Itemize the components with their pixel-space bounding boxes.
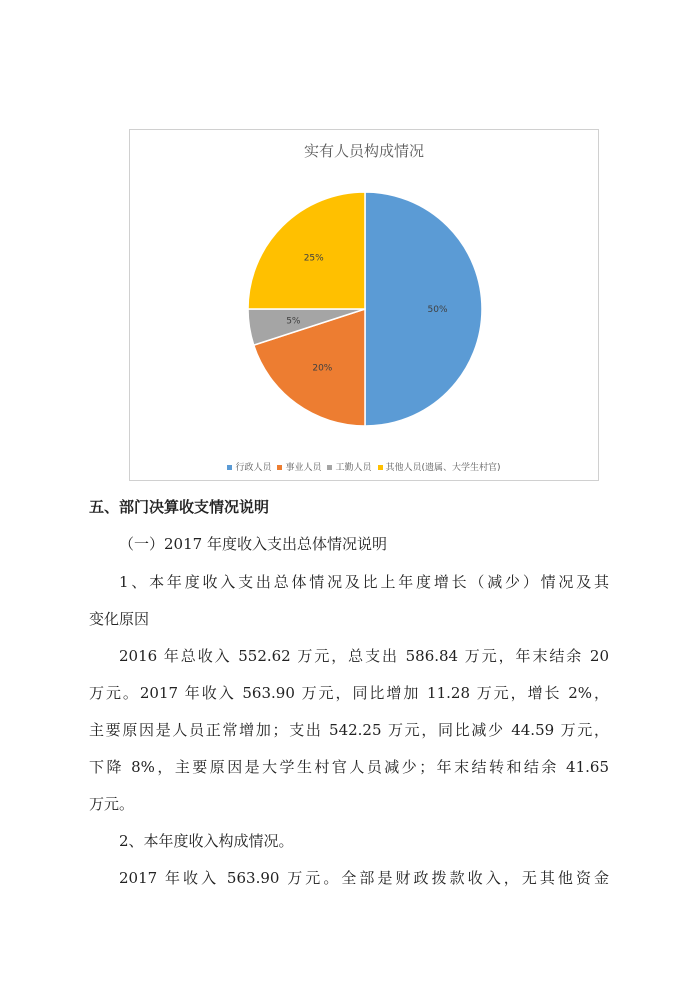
para1-line1: 2016 年总收入 552.62 万元，总支出 586.84 万元，年末结余 20 <box>119 647 609 665</box>
chart-legend <box>130 460 598 473</box>
chart-title: 实有人员构成情况 <box>303 142 424 160</box>
legend-label-1: 行政人员 <box>235 463 272 473</box>
legend-item-1 <box>227 460 271 473</box>
legend-item-2 <box>277 460 321 473</box>
item1-line2: 变化原因 <box>89 610 150 628</box>
pie-slice-1 <box>365 192 482 426</box>
para1-line2: 万元。2017 年收入 563.90 万元，同比增加 11.28 万元，增长 2%， <box>89 684 609 702</box>
legend-swatch-3 <box>327 465 332 470</box>
legend-swatch-2 <box>277 465 282 470</box>
pie-chart <box>129 129 599 481</box>
legend-label-3: 工勤人员 <box>335 463 372 473</box>
para1-line5: 万元。 <box>89 795 135 813</box>
pie-data-label-1: 50% <box>427 305 448 315</box>
legend-swatch-4 <box>378 465 383 470</box>
section-heading: 五、部门决算收支情况说明 <box>89 498 270 516</box>
legend-swatch-1 <box>227 465 232 470</box>
legend-label-4: 其他人员(遗属、大学生村官) <box>385 463 501 473</box>
legend-item-4 <box>378 460 501 473</box>
para2-line1: 2017 年收入 563.90 万元。全部是财政拨款收入，无其他资金 <box>119 869 609 887</box>
para1-line3: 主要原因是人员正常增加；支出 542.25 万元，同比减少 44.59 万元， <box>89 721 609 739</box>
pie-data-label-2: 20% <box>312 363 333 374</box>
pie-slice-4 <box>248 192 365 309</box>
item1-line1: 1、本年度收入支出总体情况及比上年度增长（减少）情况及其 <box>119 573 609 591</box>
sub-heading: （一）2017 年度收入支出总体情况说明 <box>119 535 387 553</box>
pie-data-label-4: 25% <box>303 253 324 264</box>
pie-chart-svg <box>130 130 600 482</box>
legend-label-2: 事业人员 <box>285 463 322 473</box>
legend-item-3 <box>327 460 371 473</box>
item2: 2、本年度收入构成情况。 <box>119 832 294 850</box>
pie-data-label-3: 5% <box>286 316 301 327</box>
para1-line4: 下降 8%，主要原因是大学生村官人员减少；年末结转和结余 41.65 <box>89 758 609 776</box>
